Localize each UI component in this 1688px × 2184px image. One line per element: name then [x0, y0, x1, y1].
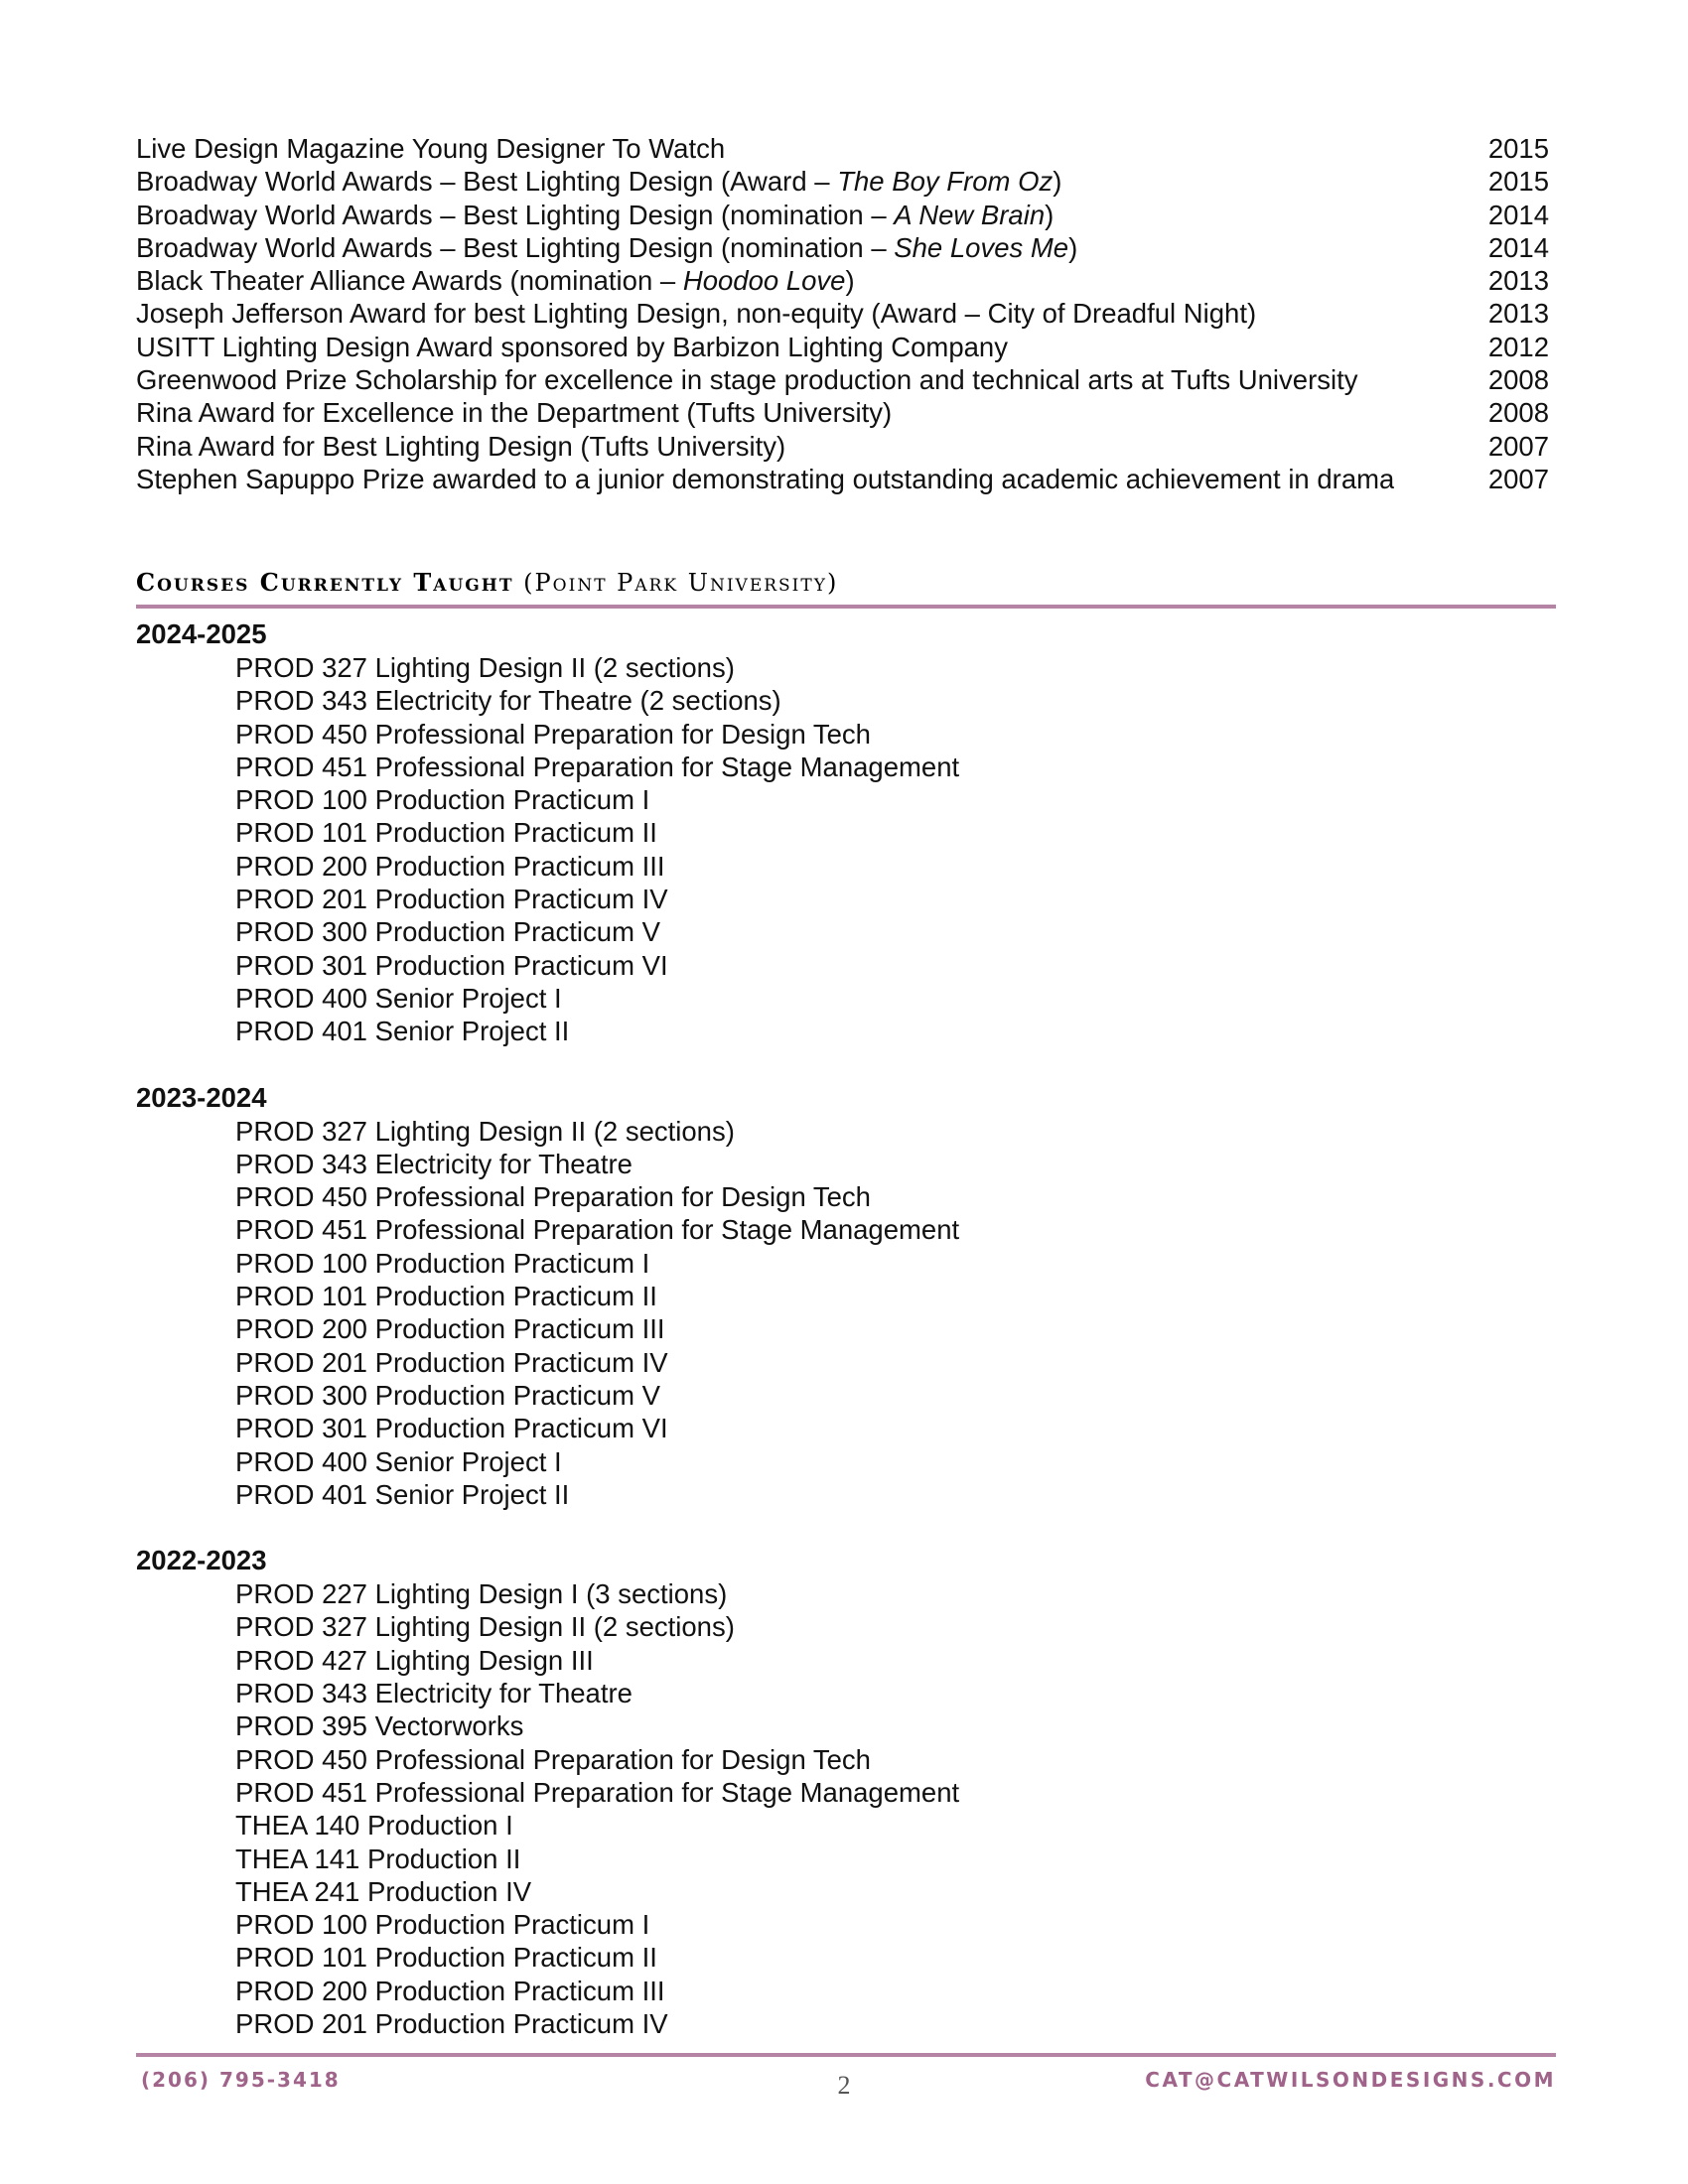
award-year: 2008	[1487, 397, 1549, 429]
course-item: PROD 343 Electricity for Theatre	[235, 1148, 633, 1179]
award-production-title: Hoodoo Love	[682, 265, 846, 297]
award-text: Broadway World Awards – Best Lighting Design (nomination –	[136, 231, 895, 263]
course-item: PROD 200 Production Practicum III	[235, 850, 665, 882]
award-text: Broadway World Awards – Best Lighting Design (nomination –	[136, 199, 895, 230]
award-production-title: She Loves Me	[894, 231, 1069, 263]
course-item: PROD 300 Production Practicum V	[235, 1379, 660, 1411]
award-row	[136, 165, 1549, 198]
footer-email: CAT@CATWILSONDESIGNS.COM	[1145, 2068, 1556, 2092]
course-item: PROD 201 Production Practicum IV	[235, 2007, 668, 2039]
page-number: 2	[837, 2071, 851, 2100]
award-year: 2013	[1487, 265, 1549, 297]
course-item: PROD 327 Lighting Design II (2 sections)	[235, 1115, 735, 1147]
course-item: THEA 141 Production II	[235, 1843, 521, 1874]
award-row	[136, 430, 1549, 463]
award-year: 2008	[1487, 364, 1549, 396]
course-item: PROD 450 Professional Preparation for Design Tech	[235, 1743, 871, 1775]
footer-phone: (206) 795-3418	[141, 2068, 341, 2092]
course-item: PROD 450 Professional Preparation for Design Tech	[235, 718, 871, 750]
award-description	[136, 463, 1394, 495]
academic-year-label: 2022-2023	[136, 1545, 267, 1576]
award-text-suffix: )	[1068, 231, 1078, 263]
awards-list	[136, 132, 1549, 495]
award-description	[136, 132, 725, 165]
course-item: PROD 100 Production Practicum I	[235, 1909, 650, 1941]
footer-divider	[136, 2053, 1556, 2057]
award-row	[136, 396, 1549, 429]
course-item: PROD 427 Lighting Design III	[235, 1644, 594, 1676]
course-item: PROD 200 Production Practicum III	[235, 1313, 665, 1345]
award-description	[136, 363, 1358, 396]
courses-heading-title: Courses Currently Taught	[136, 568, 514, 597]
course-item: PROD 100 Production Practicum I	[235, 784, 650, 816]
award-production-title: The Boy From Oz	[837, 166, 1054, 198]
award-text: Rina Award for Excellence in the Department (Tufts University)	[136, 397, 893, 429]
award-row	[136, 264, 1549, 297]
course-item: PROD 400 Senior Project I	[235, 982, 562, 1014]
academic-year-label: 2023-2024	[136, 1081, 267, 1113]
course-item: PROD 201 Production Practicum IV	[235, 884, 668, 915]
award-text: Live Design Magazine Young Designer To Watch	[136, 133, 726, 164]
award-row	[136, 132, 1549, 165]
award-description	[136, 264, 855, 297]
award-description	[136, 297, 1256, 330]
award-row	[136, 463, 1549, 495]
section-divider	[136, 605, 1556, 609]
courses-section-heading	[136, 568, 1556, 597]
award-production-title: A New Brain	[894, 199, 1046, 230]
award-text: Black Theater Alliance Awards (nomination –	[136, 265, 683, 297]
award-description	[136, 199, 1054, 231]
course-item: PROD 327 Lighting Design II (2 sections)	[235, 652, 735, 683]
course-item: PROD 401 Senior Project II	[235, 1478, 570, 1510]
award-description	[136, 165, 1061, 198]
courses-list	[136, 617, 1556, 2073]
academic-year-label: 2024-2025	[136, 618, 267, 649]
award-description	[136, 231, 1077, 264]
award-description	[136, 430, 785, 463]
award-row	[136, 199, 1549, 231]
course-item: THEA 140 Production I	[235, 1810, 513, 1842]
award-year: 2007	[1487, 463, 1549, 494]
courses-heading-subtitle: (Point Park University)	[523, 569, 839, 597]
award-year: 2015	[1487, 133, 1549, 164]
course-item: PROD 227 Lighting Design I (3 sections)	[235, 1578, 728, 1610]
award-text: Rina Award for Best Lighting Design (Tufts University)	[136, 430, 786, 462]
award-year: 2007	[1487, 430, 1549, 462]
course-item: PROD 101 Production Practicum II	[235, 1942, 657, 1974]
award-description	[136, 331, 1008, 363]
award-description	[136, 396, 892, 429]
award-text: Greenwood Prize Scholarship for excellence in stage production and technical arts at Tufts University	[136, 364, 1358, 396]
award-text: Stephen Sapuppo Prize awarded to a junior demonstrating outstanding academic achievement in drama	[136, 463, 1395, 494]
course-item: PROD 343 Electricity for Theatre (2 sections)	[235, 685, 781, 717]
course-item: PROD 101 Production Practicum II	[235, 1281, 657, 1312]
course-item: PROD 450 Professional Preparation for Design Tech	[235, 1181, 871, 1213]
award-text: USITT Lighting Design Award sponsored by Barbizon Lighting Company	[136, 331, 1008, 362]
course-item: PROD 400 Senior Project I	[235, 1445, 562, 1477]
academic-year-block	[136, 1544, 1556, 2040]
course-item: PROD 100 Production Practicum I	[235, 1247, 650, 1279]
award-text: Joseph Jefferson Award for best Lighting Design, non-equity (Award – City of Dreadful Night)	[136, 298, 1257, 330]
course-item: PROD 301 Production Practicum VI	[235, 1413, 668, 1444]
award-text-suffix: )	[1053, 166, 1062, 198]
academic-year-block	[136, 1081, 1556, 1512]
award-row	[136, 231, 1549, 264]
award-text: Broadway World Awards – Best Lighting Design (Award –	[136, 166, 838, 198]
award-year: 2014	[1487, 231, 1549, 263]
course-item: PROD 401 Senior Project II	[235, 1016, 570, 1047]
award-text-suffix: )	[845, 265, 855, 297]
course-item: PROD 101 Production Practicum II	[235, 817, 657, 849]
course-item: PROD 201 Production Practicum IV	[235, 1346, 668, 1378]
award-text-suffix: )	[1045, 199, 1055, 230]
course-item: PROD 451 Professional Preparation for Stage Management	[235, 1214, 960, 1246]
course-item: THEA 241 Production IV	[235, 1875, 532, 1907]
course-item: PROD 395 Vectorworks	[235, 1710, 524, 1742]
course-item: PROD 451 Professional Preparation for Stage Management	[235, 1776, 960, 1808]
course-item: PROD 451 Professional Preparation for Stage Management	[235, 751, 960, 782]
award-year: 2014	[1487, 199, 1549, 230]
academic-year-block	[136, 617, 1556, 1048]
award-row	[136, 363, 1549, 396]
course-item: PROD 300 Production Practicum V	[235, 916, 660, 948]
course-item: PROD 200 Production Practicum III	[235, 1975, 665, 2006]
award-row	[136, 297, 1549, 330]
course-item: PROD 301 Production Practicum VI	[235, 949, 668, 981]
course-item: PROD 343 Electricity for Theatre	[235, 1678, 633, 1709]
course-item: PROD 327 Lighting Design II (2 sections)	[235, 1611, 735, 1643]
award-year: 2015	[1487, 166, 1549, 198]
award-row	[136, 331, 1549, 363]
award-year: 2012	[1487, 331, 1549, 362]
award-year: 2013	[1487, 298, 1549, 330]
